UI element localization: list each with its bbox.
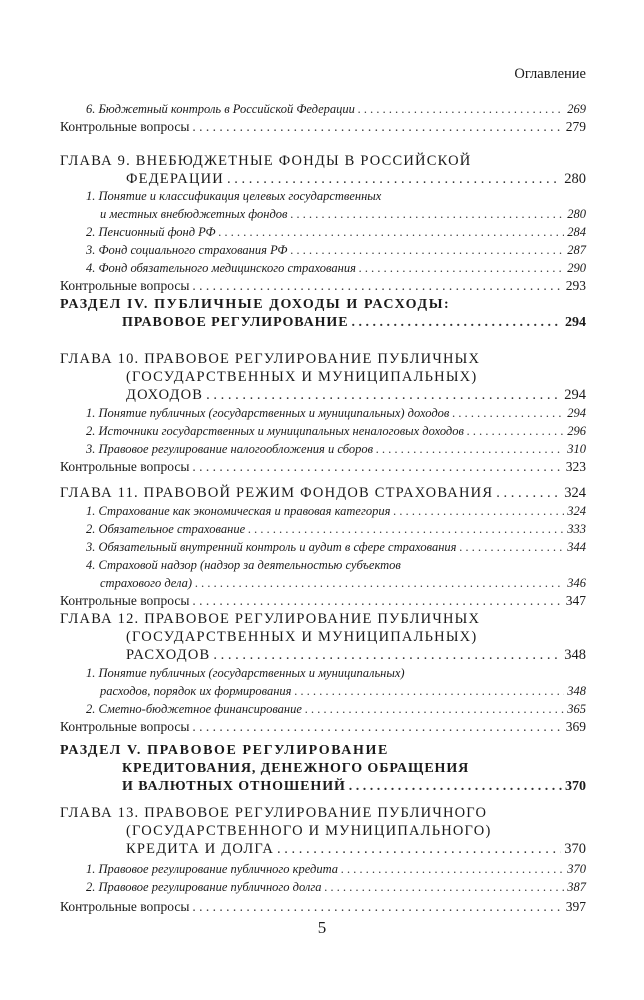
dot-leader bbox=[206, 386, 561, 404]
toc-entry-title: 2. Источники государственных и муниципальных неналоговых доходов bbox=[86, 424, 464, 438]
toc-line bbox=[60, 187, 586, 205]
toc-entry-title: 2. Обязательное страхование bbox=[86, 522, 246, 536]
toc-entry-page: 290 bbox=[567, 261, 586, 275]
dot-leader bbox=[452, 404, 564, 422]
toc-line bbox=[60, 804, 586, 822]
toc-entry-page: 369 bbox=[565, 719, 586, 734]
toc-line bbox=[60, 152, 586, 170]
toc-entry-page: 397 bbox=[565, 899, 586, 914]
toc-entry-title: РАСХОДОВ bbox=[126, 647, 211, 663]
toc-entry-page: 370 bbox=[567, 862, 586, 876]
toc-entry-title: 1. Страхование как экономическая и правовая категория bbox=[86, 504, 391, 518]
toc-entry-title: РАЗДЕЛ V. ПРАВОВОЕ РЕГУЛИРОВАНИЕ bbox=[60, 743, 389, 758]
toc-line bbox=[60, 314, 586, 332]
toc-entry-title: (ГОСУДАРСТВЕННОГО И МУНИЦИПАЛЬНОГО) bbox=[126, 823, 492, 839]
toc-line bbox=[60, 440, 586, 458]
toc-entry-page: 294 bbox=[564, 387, 586, 403]
toc-entry-title: 2. Сметно-бюджетное финансирование bbox=[86, 702, 302, 716]
toc-entry-page: 346 bbox=[567, 576, 586, 590]
toc-line bbox=[60, 718, 586, 736]
toc-entry-page: 370 bbox=[564, 841, 586, 857]
toc-entry-title: 2. Пенсионный фонд РФ bbox=[86, 225, 216, 239]
toc-line bbox=[60, 241, 586, 259]
toc-line bbox=[60, 259, 586, 277]
dot-leader bbox=[192, 277, 562, 295]
dot-leader bbox=[305, 700, 564, 718]
toc-entry-title: КРЕДИТОВАНИЯ, ДЕНЕЖНОГО ОБРАЩЕНИЯ bbox=[122, 761, 470, 776]
toc-entry-title: ГЛАВА 9. ВНЕБЮДЖЕТНЫЕ ФОНДЫ В РОССИЙСКОЙ bbox=[60, 153, 472, 169]
toc-line bbox=[60, 350, 586, 368]
dot-leader bbox=[192, 898, 562, 916]
dot-leader bbox=[341, 860, 564, 878]
toc-entry-page: 269 bbox=[567, 102, 586, 116]
toc-entry-page: 279 bbox=[565, 119, 586, 134]
dot-leader bbox=[192, 458, 562, 476]
toc-line bbox=[60, 386, 586, 404]
toc-entry-page: 280 bbox=[564, 171, 586, 187]
toc-line bbox=[60, 646, 586, 664]
toc-line bbox=[60, 778, 586, 796]
dot-leader bbox=[192, 118, 562, 136]
toc-entry-title: Контрольные вопросы bbox=[60, 719, 190, 734]
toc-line bbox=[60, 840, 586, 858]
toc-line bbox=[60, 628, 586, 646]
toc-line bbox=[60, 277, 586, 295]
dot-leader bbox=[290, 241, 564, 259]
toc-entry-page: 324 bbox=[564, 485, 586, 501]
toc-entry-title: Контрольные вопросы bbox=[60, 459, 190, 474]
toc-line bbox=[60, 520, 586, 538]
toc-line bbox=[60, 100, 586, 118]
dot-leader bbox=[195, 574, 564, 592]
toc-entry-page: 296 bbox=[567, 424, 586, 438]
dot-leader bbox=[467, 422, 564, 440]
toc-entry-title: 3. Правовое регулирование налогообложения и сборов bbox=[86, 442, 374, 456]
toc-entry-title: (ГОСУДАРСТВЕННЫХ И МУНИЦИПАЛЬНЫХ) bbox=[126, 369, 478, 385]
toc-entry-title: ДОХОДОВ bbox=[126, 387, 204, 403]
page-number: 5 bbox=[317, 918, 327, 937]
toc-line bbox=[60, 538, 586, 556]
dot-leader bbox=[351, 314, 562, 332]
toc-entry-title: (ГОСУДАРСТВЕННЫХ И МУНИЦИПАЛЬНЫХ) bbox=[126, 629, 478, 645]
dot-leader bbox=[358, 100, 564, 118]
toc-line bbox=[60, 404, 586, 422]
toc-entry-title: ГЛАВА 11. ПРАВОВОЙ РЕЖИМ ФОНДОВ СТРАХОВАНИЯ bbox=[60, 485, 494, 501]
dot-leader bbox=[459, 538, 564, 556]
dot-leader bbox=[213, 646, 561, 664]
dot-leader bbox=[192, 592, 562, 610]
toc-entry-page: 370 bbox=[565, 779, 586, 794]
toc-line bbox=[60, 205, 586, 223]
toc-entry-page: 287 bbox=[567, 243, 586, 257]
toc-line bbox=[60, 118, 586, 136]
toc-line bbox=[60, 223, 586, 241]
toc-entry-title: ПРАВОВОЕ РЕГУЛИРОВАНИЕ bbox=[122, 315, 349, 330]
toc-entry-title: расходов, порядок их формирования bbox=[100, 684, 292, 698]
toc-line bbox=[60, 422, 586, 440]
toc-entry-title: Контрольные вопросы bbox=[60, 593, 190, 608]
toc-line bbox=[60, 502, 586, 520]
toc-line bbox=[60, 484, 586, 502]
toc-entry-page: 333 bbox=[567, 522, 586, 536]
toc-entry-title: ФЕДЕРАЦИИ bbox=[126, 171, 224, 187]
dot-leader bbox=[248, 520, 564, 538]
toc-line bbox=[60, 878, 586, 896]
toc-entry-title: 1. Понятие публичных (государственных и муниципальных) доходов bbox=[86, 406, 450, 420]
toc-entry-title: 4. Фонд обязательного медицинского страхования bbox=[86, 261, 356, 275]
dot-leader bbox=[295, 682, 565, 700]
dot-leader bbox=[290, 205, 564, 223]
toc-line bbox=[60, 458, 586, 476]
dot-leader bbox=[359, 259, 564, 277]
dot-leader bbox=[227, 170, 561, 188]
toc-line bbox=[60, 898, 586, 916]
dot-leader bbox=[325, 878, 565, 896]
dot-leader bbox=[376, 440, 564, 458]
dot-leader bbox=[277, 840, 561, 858]
toc-entry-page: 323 bbox=[565, 459, 586, 474]
toc-entry-title: 1. Правовое регулирование публичного кредита bbox=[86, 862, 339, 876]
toc-line bbox=[60, 682, 586, 700]
toc-line bbox=[60, 296, 586, 314]
toc-line bbox=[60, 592, 586, 610]
dot-leader bbox=[393, 502, 564, 520]
toc-line bbox=[60, 742, 586, 760]
toc-line bbox=[60, 700, 586, 718]
toc-entry-title: ГЛАВА 13. ПРАВОВОЕ РЕГУЛИРОВАНИЕ ПУБЛИЧНОГО bbox=[60, 805, 488, 821]
toc-entry-title: 1. Понятие и классификация целевых государственных bbox=[86, 189, 382, 203]
toc-entry-page: 280 bbox=[567, 207, 586, 221]
toc-line bbox=[60, 822, 586, 840]
toc-entry-title: ГЛАВА 10. ПРАВОВОЕ РЕГУЛИРОВАНИЕ ПУБЛИЧНЫХ bbox=[60, 351, 481, 367]
dot-leader bbox=[219, 223, 565, 241]
toc-line bbox=[60, 170, 586, 188]
dot-leader bbox=[192, 718, 562, 736]
toc-entry-title: 3. Фонд социального страхования РФ bbox=[86, 243, 288, 257]
toc-entry-title: 3. Обязательный внутренний контроль и аудит в сфере страхования bbox=[86, 540, 457, 554]
toc-entry-page: 387 bbox=[567, 880, 586, 894]
running-head: Оглавление bbox=[514, 66, 586, 82]
toc-entry-title: 6. Бюджетный контроль в Российской Федерации bbox=[86, 102, 355, 116]
dot-leader bbox=[496, 484, 561, 502]
toc-entry-title: 1. Понятие публичных (государственных и муниципальных) bbox=[86, 666, 405, 680]
toc-entry-title: И ВАЛЮТНЫХ ОТНОШЕНИЙ bbox=[122, 779, 346, 794]
toc-entry-page: 293 bbox=[565, 278, 586, 293]
toc-line bbox=[60, 574, 586, 592]
toc-entry-title: 2. Правовое регулирование публичного долга bbox=[86, 880, 322, 894]
toc-entry-title: Контрольные вопросы bbox=[60, 899, 190, 914]
toc-entry-title: и местных внебюджетных фондов bbox=[100, 207, 288, 221]
toc-entry-page: 348 bbox=[567, 684, 586, 698]
toc-entry-title: КРЕДИТА И ДОЛГА bbox=[126, 841, 275, 857]
toc-entry-page: 365 bbox=[567, 702, 586, 716]
toc-entry-title: страхового дела) bbox=[100, 576, 193, 590]
toc-entry-title: Контрольные вопросы bbox=[60, 119, 190, 134]
toc-line bbox=[60, 664, 586, 682]
toc-entry-page: 348 bbox=[564, 647, 586, 663]
toc-entry-page: 284 bbox=[567, 225, 586, 239]
toc-entry-page: 310 bbox=[567, 442, 586, 456]
toc-entry-page: 324 bbox=[567, 504, 586, 518]
toc-entry-title: Контрольные вопросы bbox=[60, 278, 190, 293]
toc-line bbox=[60, 760, 586, 778]
toc-line bbox=[60, 368, 586, 386]
toc-line bbox=[60, 556, 586, 574]
toc-entry-title: ГЛАВА 12. ПРАВОВОЕ РЕГУЛИРОВАНИЕ ПУБЛИЧНЫХ bbox=[60, 611, 481, 627]
toc-line bbox=[60, 860, 586, 878]
toc-entry-page: 294 bbox=[565, 315, 586, 330]
toc-entry-title: 4. Страховой надзор (надзор за деятельностью субъектов bbox=[86, 558, 401, 572]
toc-entry-page: 344 bbox=[567, 540, 586, 554]
toc-entry-title: РАЗДЕЛ IV. ПУБЛИЧНЫЕ ДОХОДЫ И РАСХОДЫ: bbox=[60, 297, 451, 312]
dot-leader bbox=[349, 778, 562, 796]
toc-entry-page: 347 bbox=[565, 593, 586, 608]
toc-entry-page: 294 bbox=[567, 406, 586, 420]
toc-line bbox=[60, 610, 586, 628]
